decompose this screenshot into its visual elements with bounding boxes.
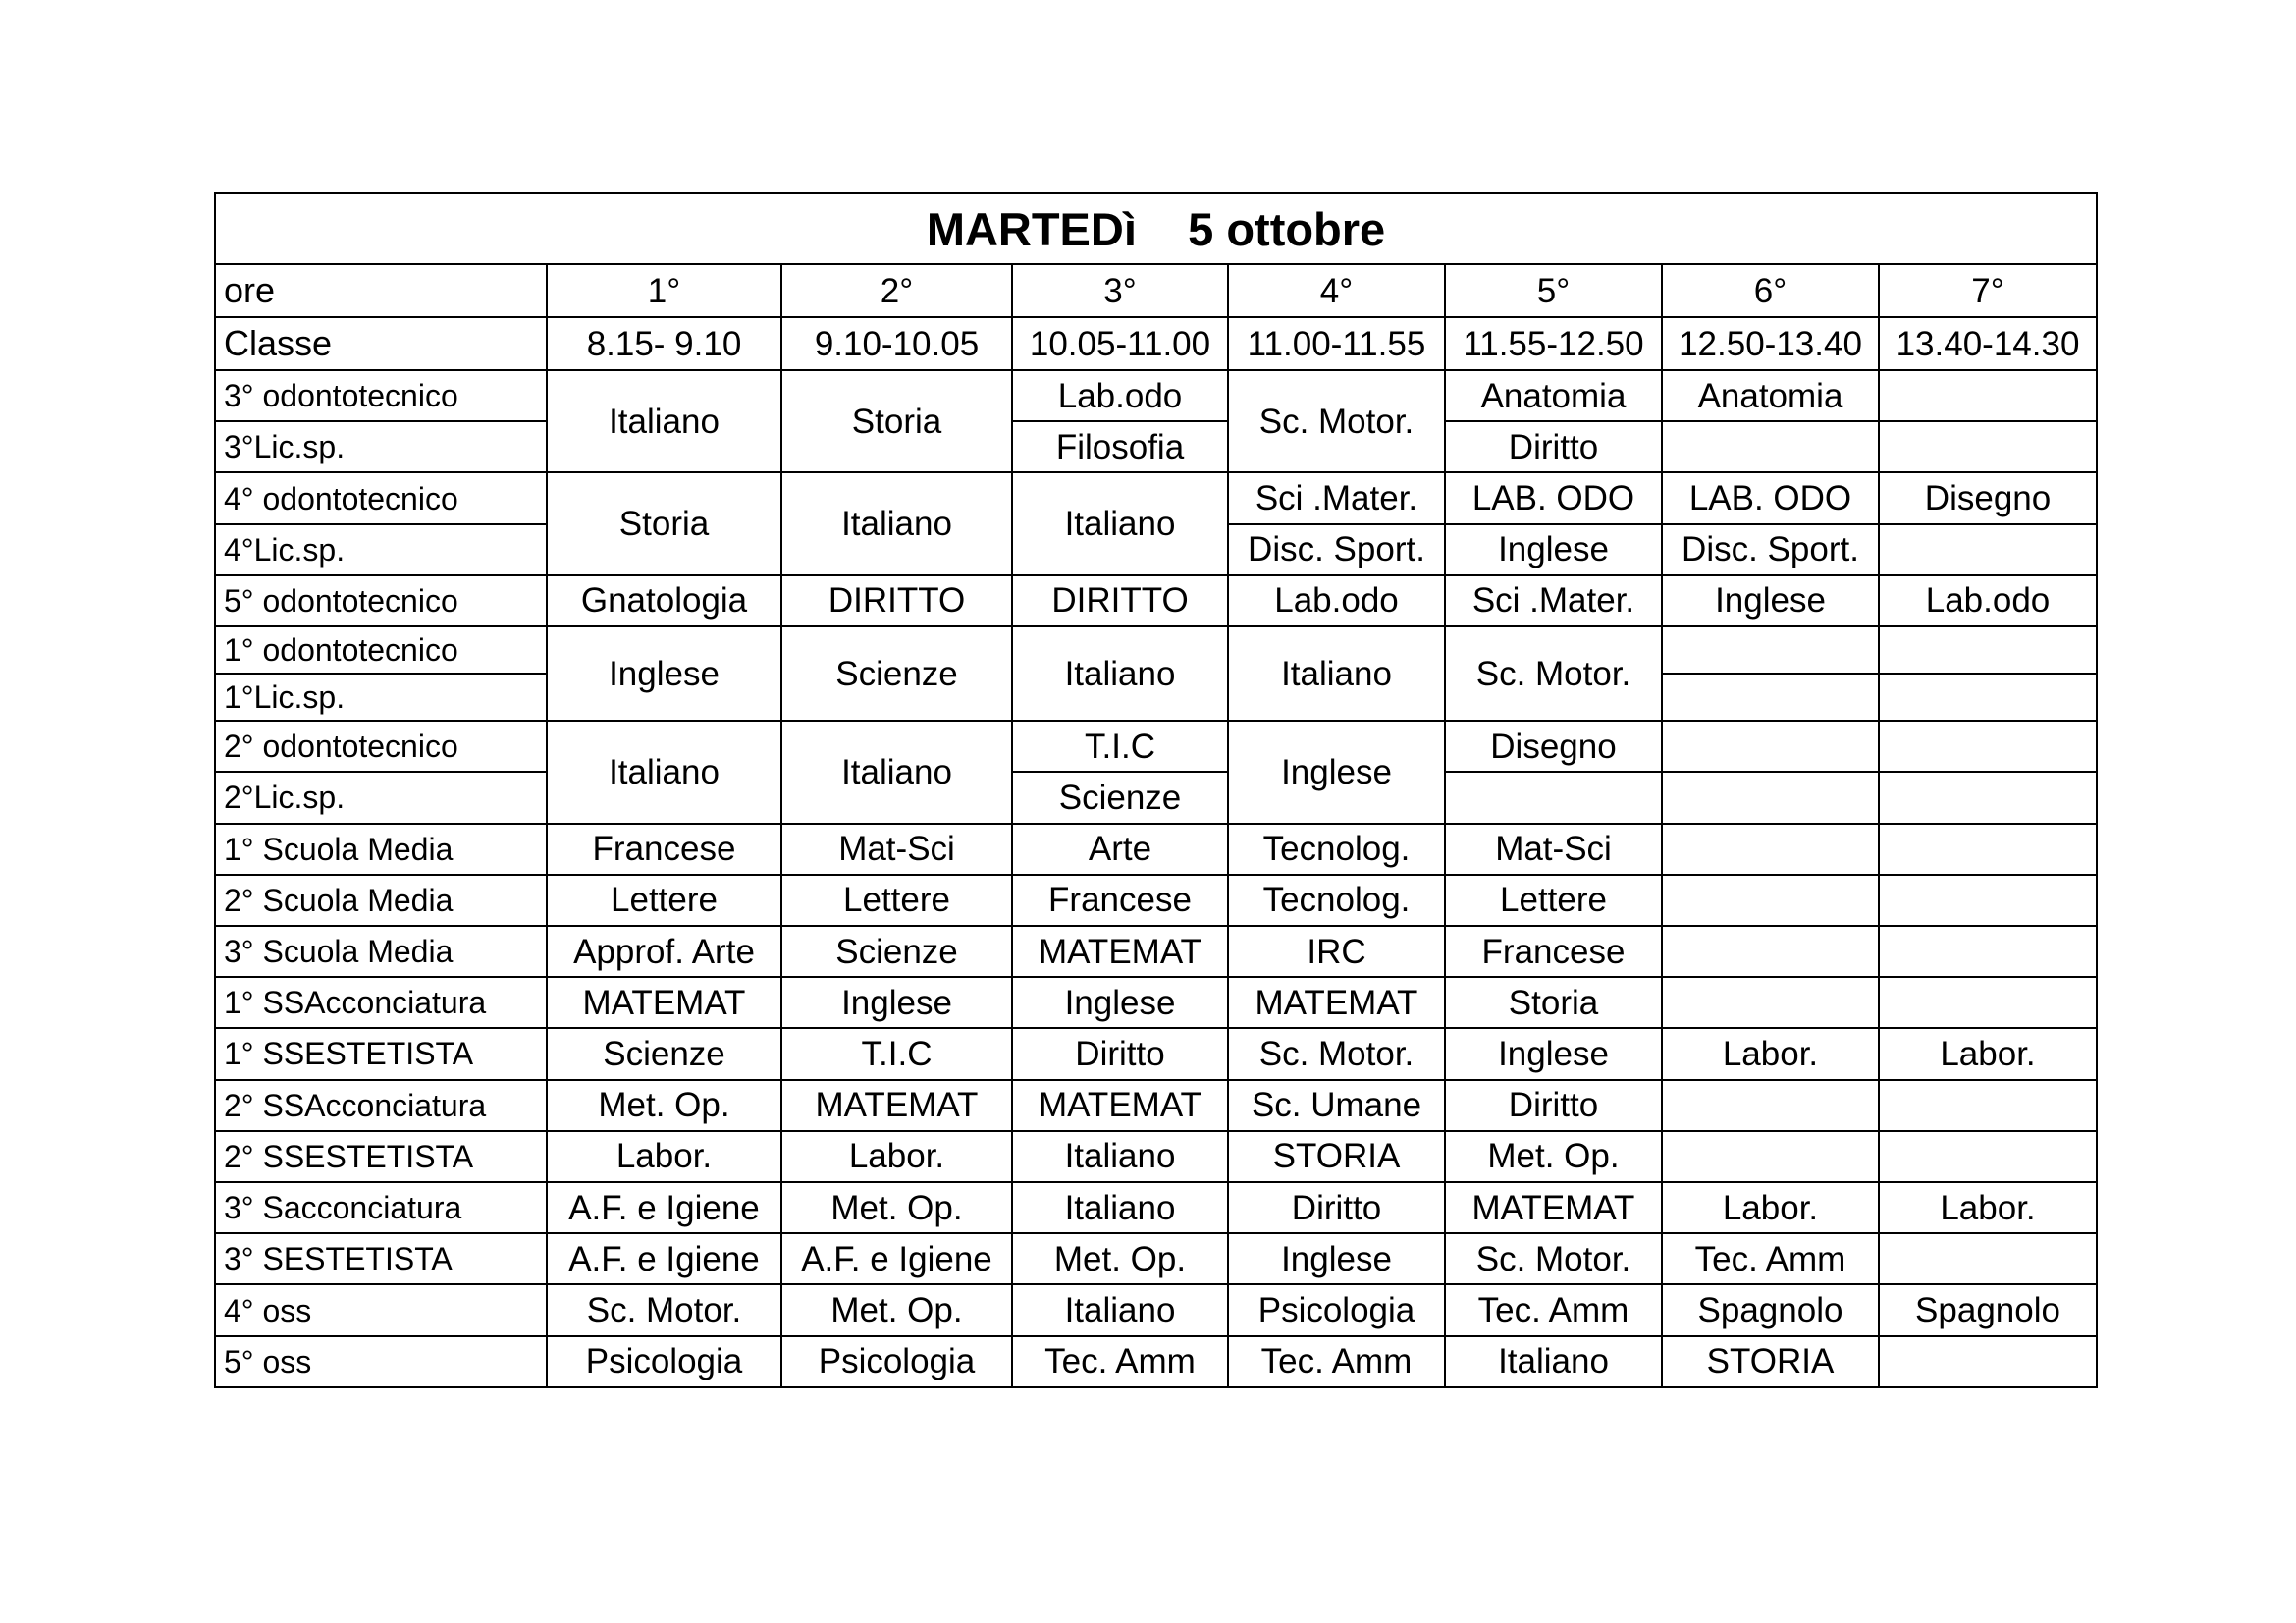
table-row	[215, 1080, 2097, 1131]
hour-header-cell: 4°	[1228, 264, 1445, 317]
table-row	[215, 824, 2097, 875]
class-name-cell: 2° SSESTETISTA	[215, 1131, 547, 1182]
subject-cell: Tecnolog.	[1228, 824, 1445, 875]
subject-cell: Sc. Motor.	[1445, 1233, 1662, 1284]
subject-cell: Spagnolo	[1879, 1284, 2097, 1335]
subject-cell: MATEMAT	[1228, 977, 1445, 1028]
subject-cell: LAB. ODO	[1662, 472, 1879, 523]
table-row	[215, 472, 2097, 523]
subject-cell: Met. Op.	[547, 1080, 781, 1131]
subject-cell: Met. Op.	[1012, 1233, 1228, 1284]
subject-cell: Sc. Umane	[1228, 1080, 1445, 1131]
class-name-cell: 4°Lic.sp.	[215, 524, 547, 575]
subject-cell: Met. Op.	[1445, 1131, 1662, 1182]
subject-cell: Anatomia	[1662, 370, 1879, 421]
class-name-cell: 3° Sacconciatura	[215, 1182, 547, 1233]
subject-cell: Filosofia	[1012, 421, 1228, 472]
table-row	[215, 926, 2097, 977]
subject-cell: Inglese	[1662, 575, 1879, 626]
subject-cell	[1879, 1336, 2097, 1387]
subject-cell: Labor.	[1662, 1182, 1879, 1233]
subject-cell: Spagnolo	[1662, 1284, 1879, 1335]
subject-cell	[1662, 772, 1879, 823]
subject-cell: Francese	[547, 824, 781, 875]
subject-cell: IRC	[1228, 926, 1445, 977]
subject-cell	[1662, 977, 1879, 1028]
time-header-cell: 11.00-11.55	[1228, 317, 1445, 370]
subject-cell: Sc. Motor.	[1228, 1028, 1445, 1079]
subject-cell: Inglese	[1228, 1233, 1445, 1284]
subject-cell: Sc. Motor.	[547, 1284, 781, 1335]
subject-cell: STORIA	[1662, 1336, 1879, 1387]
class-name-cell: 3° Scuola Media	[215, 926, 547, 977]
subject-cell	[1879, 772, 2097, 823]
subject-cell: Arte	[1012, 824, 1228, 875]
subject-cell: Scienze	[547, 1028, 781, 1079]
table-row	[215, 1028, 2097, 1079]
subject-cell: Italiano	[781, 721, 1012, 823]
subject-cell: Labor.	[1879, 1028, 2097, 1079]
subject-cell	[1662, 421, 1879, 472]
table-row	[215, 721, 2097, 772]
subject-cell: Inglese	[547, 626, 781, 721]
subject-cell: Disc. Sport.	[1662, 524, 1879, 575]
hour-header-cell: 2°	[781, 264, 1012, 317]
subject-cell: T.I.C	[1012, 721, 1228, 772]
subject-cell	[1879, 370, 2097, 421]
class-name-cell: 1° SSESTETISTA	[215, 1028, 547, 1079]
subject-cell: Lab.odo	[1879, 575, 2097, 626]
subject-cell: Psicologia	[1228, 1284, 1445, 1335]
subject-cell: Approf. Arte	[547, 926, 781, 977]
subject-cell: Italiano	[547, 721, 781, 823]
subject-cell	[1879, 824, 2097, 875]
subject-cell: Sci .Mater.	[1445, 575, 1662, 626]
subject-cell: Lettere	[1445, 875, 1662, 926]
class-name-cell: 2°Lic.sp.	[215, 772, 547, 823]
subject-cell: A.F. e Igiene	[547, 1233, 781, 1284]
subject-cell: Scienze	[1012, 772, 1228, 823]
hour-header-cell: 7°	[1879, 264, 2097, 317]
subject-cell: Labor.	[547, 1131, 781, 1182]
schedule-table	[214, 192, 2098, 1388]
subject-cell: Psicologia	[547, 1336, 781, 1387]
hour-header-cell: 6°	[1662, 264, 1879, 317]
table-row	[215, 875, 2097, 926]
class-name-cell: 5° odontotecnico	[215, 575, 547, 626]
subject-cell: Labor.	[781, 1131, 1012, 1182]
subject-cell: Storia	[781, 370, 1012, 472]
subject-cell: MATEMAT	[781, 1080, 1012, 1131]
subject-cell: Disegno	[1445, 721, 1662, 772]
subject-cell	[1662, 721, 1879, 772]
subject-cell: Tec. Amm	[1445, 1284, 1662, 1335]
subject-cell	[1879, 626, 2097, 674]
subject-cell: MATEMAT	[547, 977, 781, 1028]
subject-cell	[1662, 1080, 1879, 1131]
class-name-cell: 4° odontotecnico	[215, 472, 547, 523]
time-header-cell: 11.55-12.50	[1445, 317, 1662, 370]
subject-cell: Labor.	[1662, 1028, 1879, 1079]
class-name-cell: 1° Scuola Media	[215, 824, 547, 875]
subject-cell: Inglese	[1012, 977, 1228, 1028]
subject-cell: STORIA	[1228, 1131, 1445, 1182]
subject-cell: Tecnolog.	[1228, 875, 1445, 926]
subject-cell	[1662, 824, 1879, 875]
subject-cell: Tec. Amm	[1228, 1336, 1445, 1387]
subject-cell: Italiano	[1012, 1182, 1228, 1233]
subject-cell: MATEMAT	[1012, 926, 1228, 977]
subject-cell: Italiano	[1012, 1131, 1228, 1182]
time-header-cell: 13.40-14.30	[1879, 317, 2097, 370]
subject-cell: Met. Op.	[781, 1284, 1012, 1335]
subject-cell: Met. Op.	[781, 1182, 1012, 1233]
subject-cell: A.F. e Igiene	[547, 1182, 781, 1233]
subject-cell	[1879, 1080, 2097, 1131]
subject-cell	[1662, 875, 1879, 926]
time-header-cell: 12.50-13.40	[1662, 317, 1879, 370]
subject-cell: Labor.	[1879, 1182, 2097, 1233]
subject-cell: Gnatologia	[547, 575, 781, 626]
class-name-cell: 4° oss	[215, 1284, 547, 1335]
ore-label: ore	[215, 264, 547, 317]
subject-cell: Sc. Motor.	[1445, 626, 1662, 721]
subject-cell: Mat-Sci	[1445, 824, 1662, 875]
subject-cell	[1879, 524, 2097, 575]
schedule-body	[215, 193, 2097, 1387]
subject-cell: Italiano	[1012, 626, 1228, 721]
subject-cell: MATEMAT	[1012, 1080, 1228, 1131]
subject-cell	[1662, 674, 1879, 721]
subject-cell: Francese	[1445, 926, 1662, 977]
class-name-cell: 3° SESTETISTA	[215, 1233, 547, 1284]
class-name-cell: 1° odontotecnico	[215, 626, 547, 674]
table-row	[215, 772, 2097, 823]
subject-cell	[1879, 674, 2097, 721]
subject-cell	[1879, 977, 2097, 1028]
subject-cell	[1445, 772, 1662, 823]
subject-cell: Lab.odo	[1228, 575, 1445, 626]
table-row	[215, 1182, 2097, 1233]
table-row	[215, 1233, 2097, 1284]
class-name-cell: 3° odontotecnico	[215, 370, 547, 421]
subject-cell: Disc. Sport.	[1228, 524, 1445, 575]
class-name-cell: 3°Lic.sp.	[215, 421, 547, 472]
subject-cell: Sc. Motor.	[1228, 370, 1445, 472]
table-row	[215, 421, 2097, 472]
subject-cell: T.I.C	[781, 1028, 1012, 1079]
hours-header-row	[215, 264, 2097, 317]
subject-cell: Francese	[1012, 875, 1228, 926]
subject-cell: Italiano	[547, 370, 781, 472]
subject-cell: Scienze	[781, 626, 1012, 721]
subject-cell: Lettere	[781, 875, 1012, 926]
subject-cell: Disegno	[1879, 472, 2097, 523]
class-name-cell: 1°Lic.sp.	[215, 674, 547, 721]
class-name-cell: 2° odontotecnico	[215, 721, 547, 772]
subject-cell: Sci .Mater.	[1228, 472, 1445, 523]
subject-cell: Diritto	[1445, 1080, 1662, 1131]
times-header-row	[215, 317, 2097, 370]
time-header-cell: 8.15- 9.10	[547, 317, 781, 370]
subject-cell: Diritto	[1012, 1028, 1228, 1079]
table-row	[215, 370, 2097, 421]
subject-cell	[1879, 1131, 2097, 1182]
subject-cell	[1879, 926, 2097, 977]
subject-cell	[1879, 721, 2097, 772]
subject-cell	[1879, 875, 2097, 926]
subject-cell	[1879, 421, 2097, 472]
subject-cell: Italiano	[1445, 1336, 1662, 1387]
subject-cell: Italiano	[1012, 1284, 1228, 1335]
class-name-cell: 2° Scuola Media	[215, 875, 547, 926]
subject-cell: Inglese	[1445, 524, 1662, 575]
subject-cell: Lab.odo	[1012, 370, 1228, 421]
table-row	[215, 1336, 2097, 1387]
subject-cell: DIRITTO	[781, 575, 1012, 626]
subject-cell: Inglese	[1445, 1028, 1662, 1079]
subject-cell: Italiano	[1228, 626, 1445, 721]
subject-cell: Lettere	[547, 875, 781, 926]
subject-cell	[1662, 926, 1879, 977]
subject-cell: Inglese	[1228, 721, 1445, 823]
subject-cell	[1879, 1233, 2097, 1284]
class-name-cell: 5° oss	[215, 1336, 547, 1387]
subject-cell: Tec. Amm	[1662, 1233, 1879, 1284]
subject-cell: Mat-Sci	[781, 824, 1012, 875]
subject-cell: Inglese	[781, 977, 1012, 1028]
table-row	[215, 626, 2097, 674]
hour-header-cell: 5°	[1445, 264, 1662, 317]
subject-cell: Diritto	[1445, 421, 1662, 472]
class-name-cell: 2° SSAcconciatura	[215, 1080, 547, 1131]
subject-cell: Scienze	[781, 926, 1012, 977]
subject-cell: Storia	[547, 472, 781, 574]
table-row	[215, 1131, 2097, 1182]
time-header-cell: 10.05-11.00	[1012, 317, 1228, 370]
class-name-cell: 1° SSAcconciatura	[215, 977, 547, 1028]
subject-cell	[1662, 1131, 1879, 1182]
subject-cell: Diritto	[1228, 1182, 1445, 1233]
subject-cell: Italiano	[1012, 472, 1228, 574]
table-row	[215, 1284, 2097, 1335]
subject-cell: MATEMAT	[1445, 1182, 1662, 1233]
hour-header-cell: 3°	[1012, 264, 1228, 317]
table-row	[215, 977, 2097, 1028]
subject-cell: Psicologia	[781, 1336, 1012, 1387]
schedule-title: MARTEDì 5 ottobre	[215, 193, 2097, 264]
subject-cell: DIRITTO	[1012, 575, 1228, 626]
subject-cell: Tec. Amm	[1012, 1336, 1228, 1387]
subject-cell	[1662, 626, 1879, 674]
subject-cell: Italiano	[781, 472, 1012, 574]
classe-label: Classe	[215, 317, 547, 370]
subject-cell: LAB. ODO	[1445, 472, 1662, 523]
hour-header-cell: 1°	[547, 264, 781, 317]
time-header-cell: 9.10-10.05	[781, 317, 1012, 370]
subject-cell: Anatomia	[1445, 370, 1662, 421]
table-row	[215, 575, 2097, 626]
subject-cell: Storia	[1445, 977, 1662, 1028]
subject-cell: A.F. e Igiene	[781, 1233, 1012, 1284]
